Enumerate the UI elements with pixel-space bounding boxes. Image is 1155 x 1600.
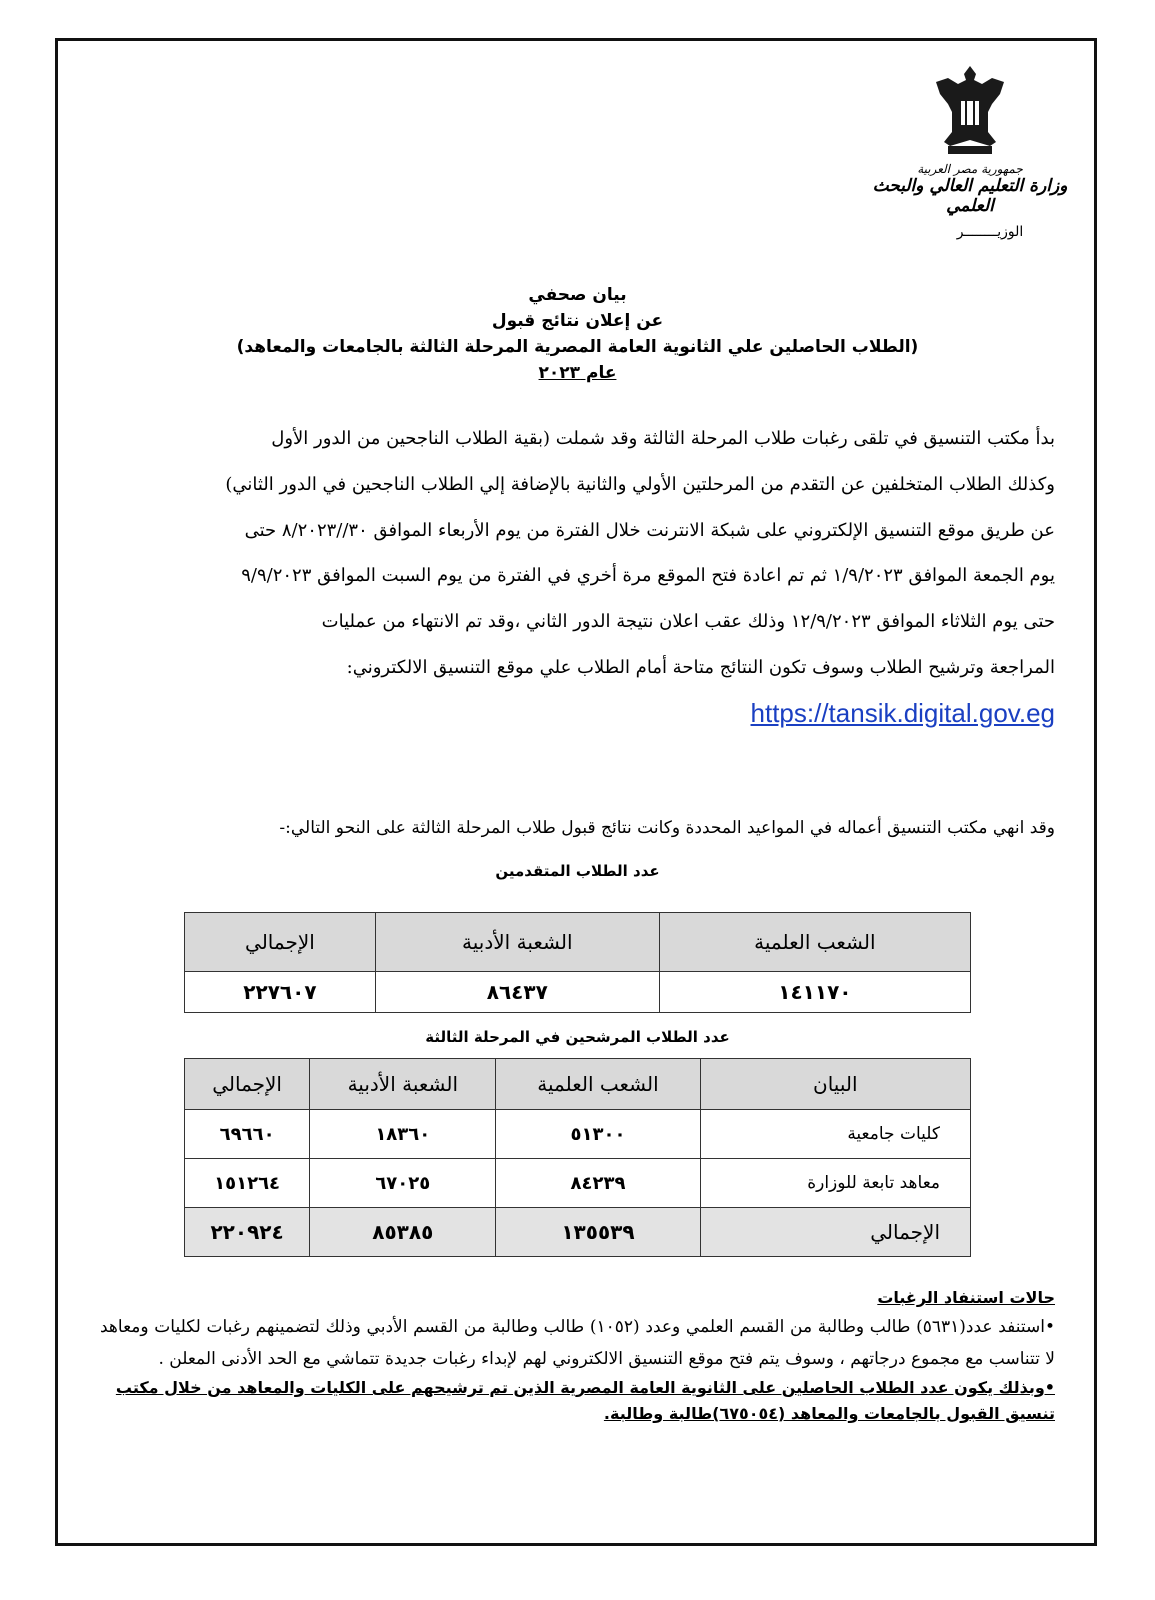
table-cell: ٢٢٠٩٢٤: [185, 1208, 310, 1257]
bullet-paragraph: •استنفد عدد(٥٦٣١) طالب وطالبة من القسم العلمي وعدد (١٠٥٢) طالب وطالبة من القسم الأدبي وذلك لتضمينهم رغبات لكليات ومعاهد لا تتناسب مع مجموع درجاتهم ، وسوف يتم فتح موقع التنسيق الالكتروني لهم لإبداء رغبات جديدة تتماشي مع الحد الأدنى المعلن .: [100, 1317, 1055, 1369]
link-line: [100, 691, 1055, 740]
document-title: [0, 282, 1155, 386]
table-cell: ٢٢٧٦٠٧: [185, 972, 376, 1013]
paragraph-line: المراجعة وترشيح الطلاب وسوف تكون النتائج متاحة أمام الطلاب علي موقع التنسيق الالكتروني:: [346, 656, 1055, 678]
nominees-table: [184, 1058, 971, 1257]
paragraph-line: وكذلك الطلاب المتخلفين عن التقدم من المرحلتين الأولي والثانية بالإضافة إلي الطلاب الناجحين في الدور الثاني): [225, 473, 1055, 495]
table-cell: ٨٥٣٨٥: [310, 1208, 496, 1257]
table2-caption: عدد الطلاب المرشحين في المرحلة الثالثة: [425, 1028, 730, 1046]
tansik-link[interactable]: https://tansik.digital.gov.eg: [750, 697, 1055, 728]
table-cell: ٨٦٤٣٧: [375, 972, 659, 1013]
table-header-cell: الشعبة الأدبية: [375, 913, 659, 972]
table-header-cell: الشعبة الأدبية: [310, 1059, 496, 1110]
republic-name: جمهورية مصر العربية: [917, 162, 1023, 176]
ministry-name: وزارة التعليم العالي والبحث العلمي: [872, 176, 1068, 216]
main-paragraph: [100, 416, 1055, 740]
table-cell: ١٤١١٧٠: [659, 972, 970, 1013]
table1-caption: عدد الطلاب المتقدمين: [495, 862, 660, 880]
row-label: الإجمالي: [700, 1208, 970, 1257]
eagle-emblem-icon: [930, 60, 1010, 160]
table-header-cell: الإجمالي: [185, 1059, 310, 1110]
bullet-paragraph-summary: •وبذلك يكون عدد الطلاب الحاصلين على الثانوية العامة المصرية الذين تم ترشيحهم على الكليات والمعاهد من خلال مكتب تنسيق القبول بالجامعات والمعاهد (٦٧٥٠٥٤)طالبة وطالبة.: [115, 1378, 1055, 1423]
title-line-2: عن إعلان نتائج قبول: [491, 311, 664, 331]
table-header-cell: الشعب العلمية: [496, 1059, 700, 1110]
table-cell: ٥١٣٠٠: [496, 1110, 700, 1159]
row-label: معاهد تابعة للوزارة: [700, 1159, 970, 1208]
table-row: [185, 1159, 971, 1208]
table-header-row: [185, 913, 971, 972]
exhausted-preferences-section: [100, 1288, 1055, 1427]
section-heading: حالات استنفاد الرغبات: [877, 1288, 1055, 1307]
paragraph-line: حتى يوم الثلاثاء الموافق ١٢/٩/٢٠٢٣ وذلك عقب اعلان نتيجة الدور الثاني ،وقد تم الانتهاء من عمليات: [321, 611, 1055, 633]
closing-sentence: وقد انهي مكتب التنسيق أعماله في المواعيد المحددة وكانت نتائج قبول طلاب المرحلة الثالثة على النحو التالي:-: [279, 818, 1055, 838]
table-row: [185, 1110, 971, 1159]
title-line-4: عام ٢٠٢٣: [538, 363, 617, 383]
letterhead: [865, 60, 1075, 240]
paragraph-line: بدأ مكتب التنسيق في تلقى رغبات طلاب المرحلة الثالثة وقد شملت (بقية الطلاب الناجحين من الدور الأول: [271, 428, 1055, 449]
title-line-1: بيان صحفي: [528, 285, 627, 305]
table-cell: ٦٩٦٦٠: [185, 1110, 310, 1159]
applicants-table: [184, 912, 971, 1013]
table-header-cell: البيان: [700, 1059, 970, 1110]
paragraph-line: يوم الجمعة الموافق ١/٩/٢٠٢٣ ثم تم اعادة فتح الموقع مرة أخري في الفترة من يوم السبت الموافق ٩/٩/٢٠٢٣: [241, 565, 1055, 587]
row-label: كليات جامعية: [700, 1110, 970, 1159]
title-line-3: (الطلاب الحاصلين علي الثانوية العامة المصرية المرحلة الثالثة بالجامعات والمعاهد): [236, 337, 919, 357]
table-row: [185, 972, 971, 1013]
minister-title: الوزيــــــــر: [956, 224, 1024, 240]
table-header-row: [185, 1059, 971, 1110]
table-total-row: [185, 1208, 971, 1257]
table-cell: ٦٧٠٢٥: [310, 1159, 496, 1208]
paragraph-line: عن طريق موقع التنسيق الإلكتروني على شبكة الانترنت خلال الفترة من يوم الأربعاء الموافق ٣٠//٨/٢٠٢٣ حتى: [244, 519, 1055, 541]
table-header-cell: الشعب العلمية: [659, 913, 970, 972]
table-header-cell: الإجمالي: [185, 913, 376, 972]
table-cell: ١٨٣٦٠: [310, 1110, 496, 1159]
table-cell: ١٥١٢٦٤: [185, 1159, 310, 1208]
table-cell: ١٣٥٥٣٩: [496, 1208, 700, 1257]
table-cell: ٨٤٢٣٩: [496, 1159, 700, 1208]
